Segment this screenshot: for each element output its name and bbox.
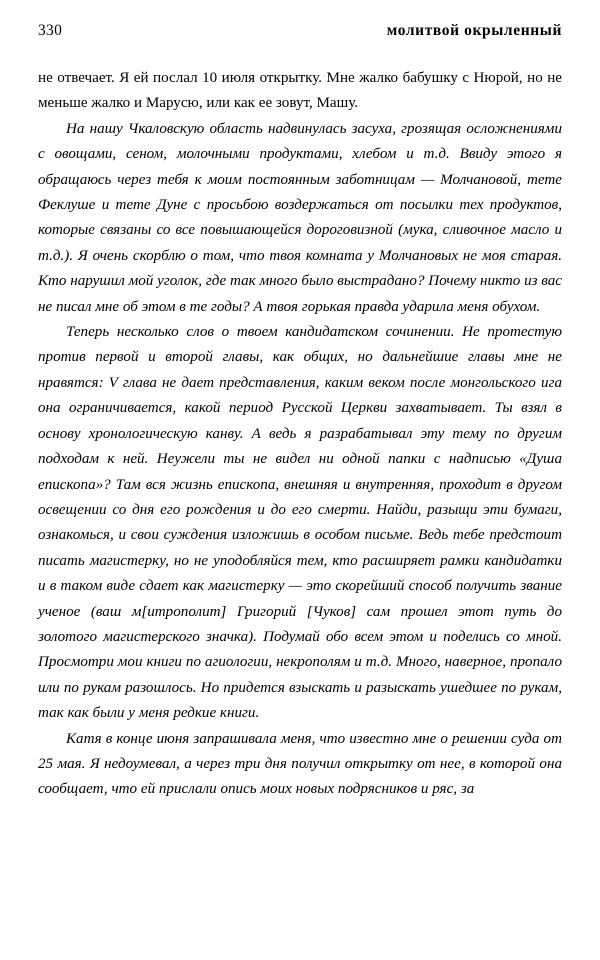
page-header — [38, 22, 562, 52]
page-number: 330 — [38, 22, 63, 39]
body-text — [38, 66, 562, 803]
paragraph: не отвечает. Я ей послал 10 июля открытку. Мне жалко бабушку с Нюрой, но не меньше жалко и Марусю, или как ее зовут, Машу. — [38, 70, 562, 112]
running-title: молитвой окрыленный — [386, 22, 562, 39]
paragraph: Катя в конце июня запрашивала меня, что известно мне о решении суда от 25 мая. Я недоумевал, а через три дня получил открытку от нее, в которой она сообщает, что ей прислали опись моих новых подрясников и ряс, за — [38, 730, 562, 798]
paragraph: Теперь несколько слов о твоем кандидатском сочинении. Не протестую против первой и второй главы, как общих, но дальнейшие главы мне не нравятся: V глава не дает представления, каким веком после монгольского ига она ограничивается, какой период Русской Церкви захватывает. Ты взял в основу хронологическую канву. А ведь я разрабатывал эту тему по другим подходам к ней. Неужели ты не видел ни одной папки с надписью «Душа епископа»? Там вся жизнь епископа, внешняя и внутренняя, проходит в другом освещении со дня его рождения и до его смерти. Найди, разыщи эти бумаги, ознакомься, и свои суждения изложишь в особом письме. Ведь тебе предстоит писать магистерку, но не уподобляйся тем, кто расширяет рамки кандидатки и в таком виде сдает как магистерку — это скорейший способ получить звание ученое (ваш м[итрополит] Григорий [Чуков] сам прошел этот путь до золотого магистерского значка). Подумай обо всем этом и поделись со мной. Просмотри мои книги по агиологии, некрополям и т.д. Много, наверное, пропало или по рукам разошлось. Но придется взыскать и разыскать ушедшее по рукам, так как были у меня редкие книги. — [38, 324, 562, 722]
paragraph: На нашу Чкаловскую область надвинулась засуха, грозящая осложнениями с овощами, сеном, молочными продуктами, хлебом и т.д. Ввиду этого я обращаюсь через тебя к моим постоянным заботницам — Молчановой, тете Феклуше и тете Дуне с просьбою воздержаться от посылки тех продуктов, которые связаны со все повышающейся дороговизной (мука, сливочное масло и т.д.). Я очень скорблю о том, что твоя комната у Молчановых не моя старая. Кто нарушил мой уголок, где так много было выстрадано? Почему никто из вас не писал мне об этом в те годы? А твоя горькая правда ударила меня обухом. — [38, 120, 562, 315]
